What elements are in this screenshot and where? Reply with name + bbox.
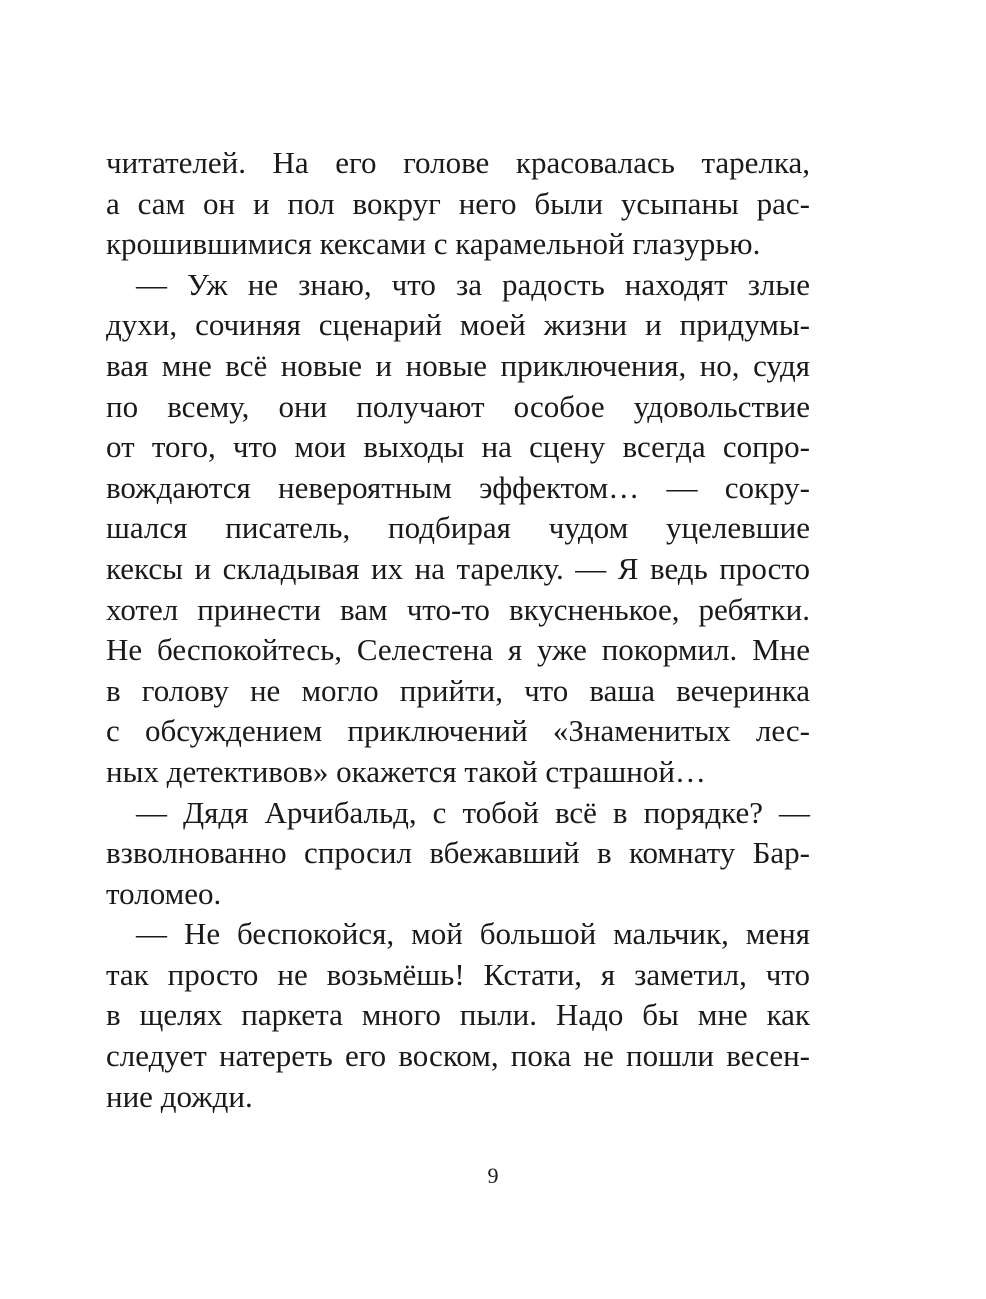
- page-number: 9: [487, 1163, 499, 1188]
- text-line: с обсуждением приключений «Знаменитых лес-: [106, 713, 810, 749]
- text-line: — Не беспокойся, мой большой мальчик, меня: [136, 916, 810, 952]
- text-line: от того, что мои выходы на сцену всегда сопро-: [106, 429, 810, 465]
- text-line: так просто не возьмёшь! Кстати, я заметил, что: [106, 956, 810, 992]
- text-line: вая мне всё новые и новые приключения, но, судя: [106, 347, 810, 383]
- text-line: шался писатель, подбирая чудом уцелевшие: [106, 510, 810, 546]
- text-line: по всему, они получают особое удовольствие: [106, 388, 810, 424]
- paragraph-2: [106, 265, 810, 793]
- paragraph-4: [106, 914, 810, 1117]
- body-text: [106, 143, 810, 1117]
- text-line: — Дядя Арчибальд, с тобой всё в порядке? —: [136, 794, 810, 830]
- text-line: вождаются невероятным эффектом… — сокру-: [106, 469, 810, 505]
- text-line: взволнованно спросил вбежавший в комнату Бар-: [106, 835, 810, 871]
- text-line: Не беспокойтесь, Селестена я уже покормил. Мне: [106, 632, 810, 668]
- text-line: крошившимися кексами с карамельной глазурью.: [106, 226, 761, 262]
- text-line: толомео.: [106, 875, 222, 911]
- text-line: ние дожди.: [106, 1078, 253, 1114]
- text-line: хотел принести вам что-то вкусненькое, ребятки.: [106, 591, 810, 627]
- text-line: кексы и складывая их на тарелку. — Я ведь просто: [106, 550, 810, 586]
- text-line: читателей. На его голове красовалась тарелка,: [106, 145, 810, 180]
- paragraph-3: [106, 793, 810, 915]
- text-line: — Уж не знаю, что за радость находят злые: [136, 266, 810, 302]
- text-line: в щелях паркета много пыли. Надо бы мне как: [106, 997, 810, 1033]
- text-line: ных детективов» окажется такой страшной…: [106, 753, 706, 789]
- text-line: духи, сочиняя сценарий моей жизни и придумы-: [106, 307, 810, 343]
- text-line: в голову не могло прийти, что ваша вечеринка: [106, 672, 810, 708]
- text-line: следует натереть его воском, пока не пошли весен-: [106, 1038, 810, 1074]
- text-line: а сам он и пол вокруг него были усыпаны рас-: [106, 185, 810, 221]
- paragraph-1: [106, 143, 810, 265]
